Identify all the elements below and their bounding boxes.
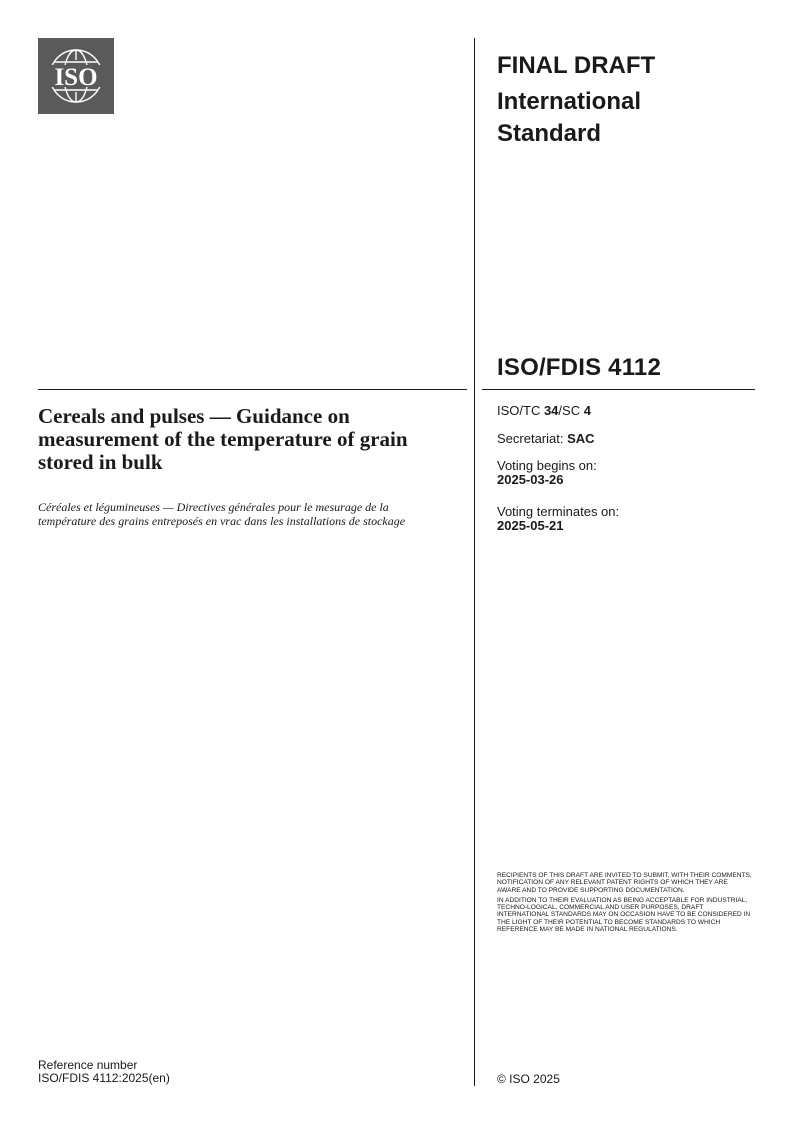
secretariat-value: SAC — [567, 431, 595, 446]
vertical-divider — [474, 38, 475, 1086]
tc-number: 34 — [543, 403, 559, 418]
copyright: © ISO 2025 — [497, 1072, 560, 1086]
document-type: International Standard — [497, 88, 642, 147]
voting-terminates — [497, 505, 619, 533]
secretariat-label: Secretariat: — [497, 431, 568, 446]
reference-number — [38, 1059, 170, 1085]
horizontal-rule-right — [482, 389, 755, 390]
secretariat — [497, 432, 595, 446]
draft-notice — [497, 872, 752, 936]
sc-number: 4 — [583, 403, 591, 418]
iso-logo — [38, 38, 114, 114]
document-title-french: Céréales et légumineuses — Directives générales pour le mesurage de la température des grains entreposés en vrac dans les installations de stockage — [38, 500, 406, 528]
iso-globe-icon — [38, 38, 114, 114]
sc-separator: /SC — [558, 403, 584, 418]
voting-terminates-date: 2025-05-21 — [497, 518, 564, 533]
voting-terminates-label: Voting terminates on: — [497, 504, 620, 519]
horizontal-rule-left — [38, 389, 467, 390]
document-number: ISO/FDIS 4112 — [497, 354, 662, 381]
voting-begins-label: Voting begins on: — [497, 458, 597, 473]
voting-begins — [497, 459, 597, 487]
reference-value: ISO/FDIS 4112:2025(en) — [38, 1071, 170, 1085]
logo-text: ISO — [54, 64, 98, 91]
notice-paragraph-1: RECIPIENTS OF THIS DRAFT ARE INVITED TO SUBMIT, WITH THEIR COMMENTS, NOTIFICATION OF ANY RELEVANT PATENT RIGHTS OF WHICH THEY ARE AWARE AND TO PROVIDE SUPPORTING DOCUMENTATION. — [497, 872, 752, 894]
committee-reference — [497, 404, 591, 418]
reference-label: Reference number — [38, 1058, 138, 1072]
document-title: Cereals and pulses — Guidance on measurement of the temperature of grain stored in bulk — [38, 404, 408, 474]
committee-prefix: ISO/TC — [497, 403, 544, 418]
notice-paragraph-2: IN ADDITION TO THEIR EVALUATION AS BEING ACCEPTABLE FOR INDUSTRIAL, TECHNO-LOGICAL, COMMERCIAL AND USER PURPOSES, DRAFT INTERNATIONAL STANDARDS MAY ON OCCASION HAVE TO BE CONSIDERED IN THE LIGHT OF THEIR POTENTIAL TO BECOME STANDARDS TO WHICH REFERENCE MAY BE MADE IN NATIONAL REGULATIONS. — [497, 896, 751, 934]
document-stage: FINAL DRAFT — [497, 52, 656, 79]
voting-begins-date: 2025-03-26 — [497, 472, 564, 487]
